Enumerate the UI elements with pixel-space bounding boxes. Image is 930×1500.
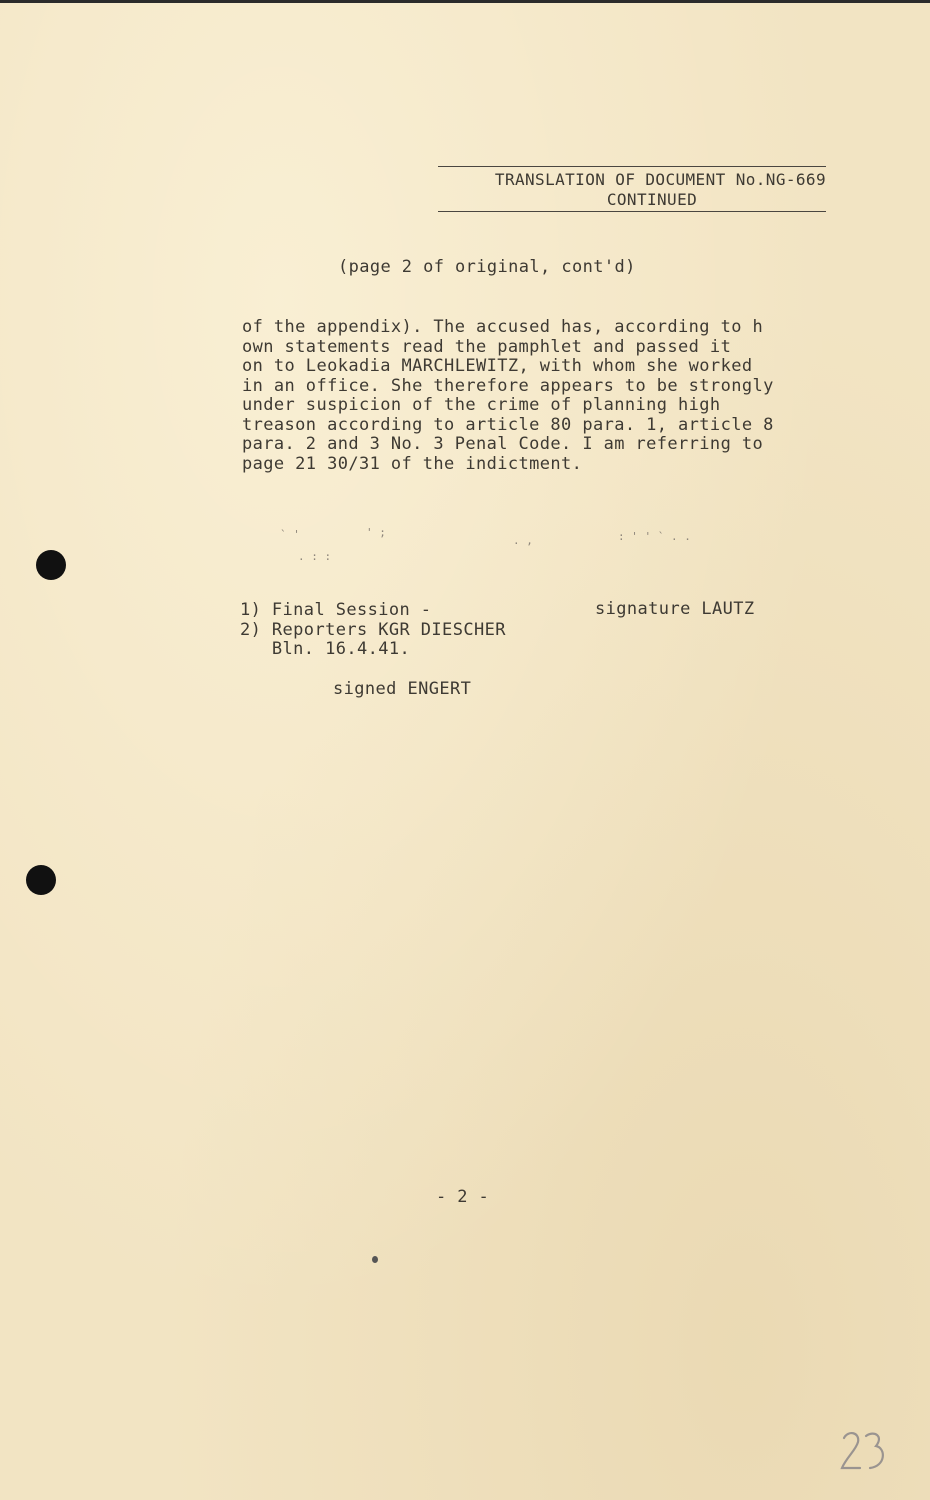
body-line: para. 2 and 3 No. 3 Penal Code. I am referring to: [242, 434, 764, 454]
header-title: TRANSLATION OF DOCUMENT No.NG-669: [494, 170, 826, 189]
page-number: - 2 -: [436, 1187, 490, 1207]
footer-place-date: Bln. 16.4.41.: [240, 639, 411, 659]
ink-dot: [372, 1256, 378, 1263]
body-line: treason according to article 80 para. 1, article 8: [242, 414, 774, 435]
body-line: of the appendix). The accused has, according to h: [242, 317, 764, 337]
body-line: own statements read the pamphlet and passed it: [242, 336, 732, 357]
body-paragraph: [242, 318, 842, 474]
header-rule-bottom: [438, 211, 826, 212]
header-continued: CONTINUED: [606, 189, 698, 209]
body-line: on to Leokadia MARCHLEWITZ, with whom she worked: [242, 356, 753, 376]
punch-hole-bottom: [26, 865, 56, 895]
translation-header: [438, 166, 826, 212]
footer-item-final-session: 1) Final Session -: [240, 600, 432, 620]
header-rule-top: [438, 166, 826, 167]
scan-top-edge: [0, 0, 930, 3]
footer-distribution: [240, 601, 506, 660]
signature-lautz: signature LAUTZ: [595, 599, 755, 619]
body-line: in an office. She therefore appears to be strongly: [242, 375, 774, 396]
body-line: under suspicion of the crime of planning high: [242, 395, 721, 415]
signed-engert: signed ENGERT: [333, 679, 472, 699]
faint-bleedthrough-marks: ` ' ' ; . , : ' ' ` . . . : :: [280, 526, 691, 563]
punch-hole-top: [36, 550, 66, 580]
body-line: page 21 30/31 of the indictment.: [242, 453, 583, 474]
page-note: (page 2 of original, cont'd): [338, 257, 636, 277]
handwritten-page-number: [838, 1428, 888, 1478]
footer-item-reporters: 2) Reporters KGR DIESCHER: [240, 619, 506, 640]
